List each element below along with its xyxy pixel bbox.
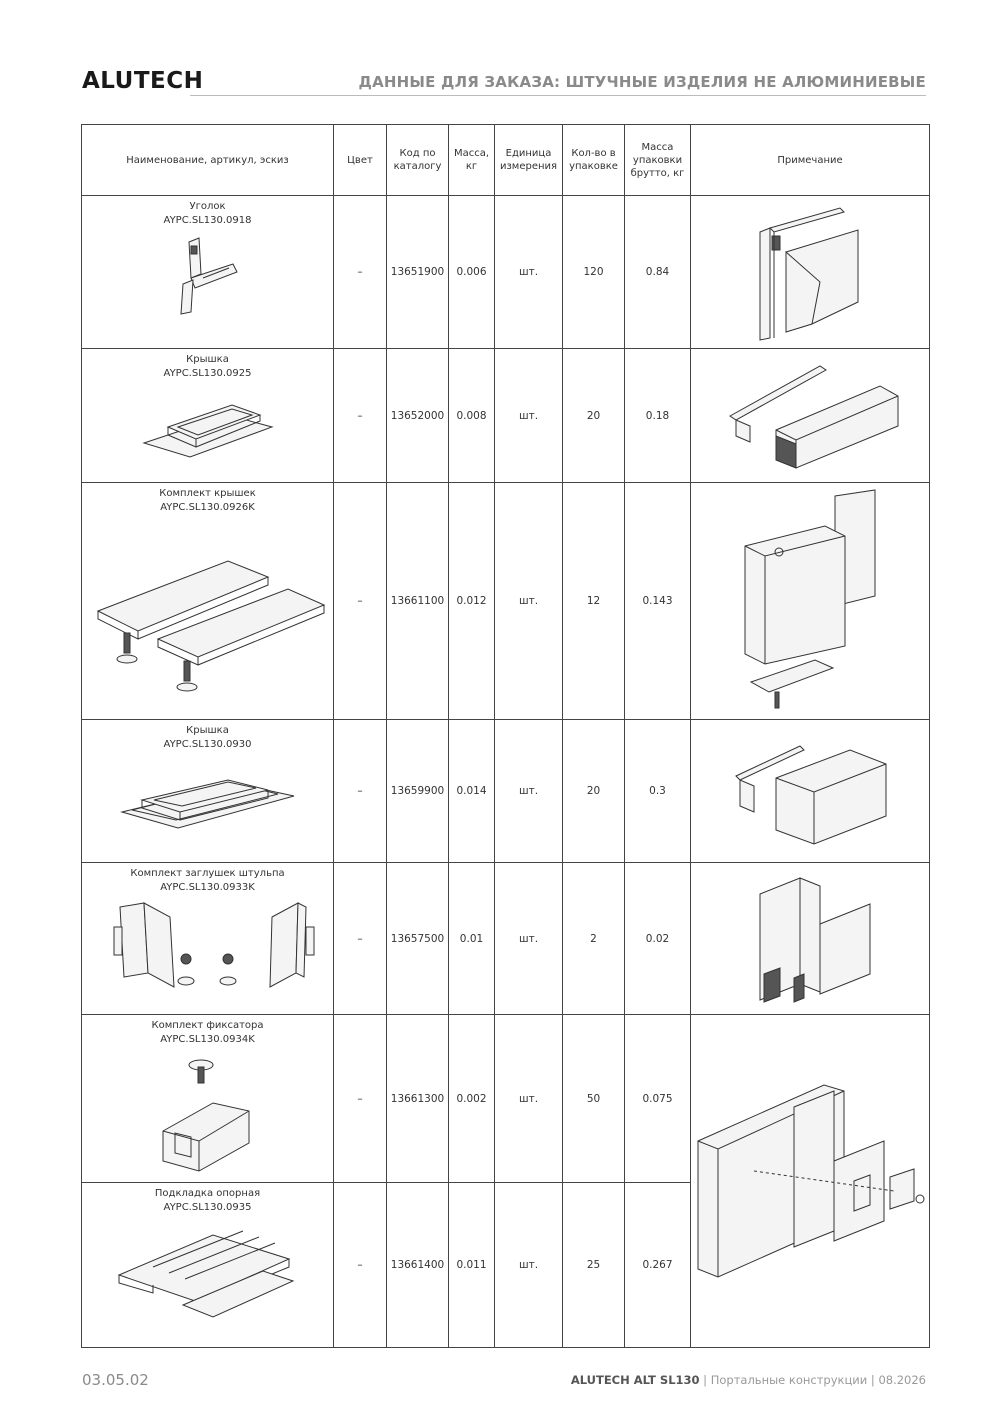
brand-logo: ALUTECH [82,68,204,94]
item-article: AYPC.SL130.0918 [163,215,252,226]
page-number: 03.05.02 [82,1371,149,1389]
unit-cell: шт. [495,483,563,720]
table-header-row [82,125,930,196]
note-cell [691,1015,930,1348]
qty-cell: 2 [563,863,625,1015]
item-article: AYPC.SL130.0930 [163,739,252,750]
note-cell [691,483,930,720]
table-row [82,196,930,349]
gross-cell: 0.84 [625,196,691,349]
latch-set-sketch [153,1053,263,1173]
table-row [82,1015,930,1183]
item-cell [82,483,334,720]
item-article: AYPC.SL130.0934K [160,1034,255,1045]
col-header-qty: Кол-во в упаковке [563,125,625,196]
item-article: AYPC.SL130.0926K [160,502,255,513]
color-cell: – [334,196,387,349]
col-header-unit: Единица измерения [495,125,563,196]
item-cell [82,1015,334,1183]
item-article: AYPC.SL130.0925 [163,368,252,379]
footer-section: | Портальные конструкции | 08.2026 [699,1373,926,1387]
color-cell: – [334,483,387,720]
item-name: Крышка [186,354,229,365]
cover-set-sketch [88,521,328,701]
item-article: AYPC.SL130.0935 [163,1202,252,1213]
footer-product: ALUTECH ALT SL130 [570,1373,700,1387]
qty-cell: 25 [563,1183,625,1348]
mass-cell: 0.002 [449,1015,495,1183]
color-cell: – [334,1183,387,1348]
qty-cell: 20 [563,720,625,863]
note-cell [691,863,930,1015]
col-header-gross: Масса упаковки брутто, кг [625,125,691,196]
code-cell: 13652000 [387,349,449,483]
table-row [82,349,930,483]
unit-cell: шт. [495,720,563,863]
code-cell: 13659900 [387,720,449,863]
mass-cell: 0.006 [449,196,495,349]
unit-cell: шт. [495,1015,563,1183]
cover-set-installation-drawing [725,486,895,716]
gross-cell: 0.18 [625,349,691,483]
code-cell: 13661100 [387,483,449,720]
support-pad-sketch [113,1221,303,1331]
cover-sketch [118,758,298,848]
item-cell [82,863,334,1015]
item-name: Крышка [186,725,229,736]
mass-cell: 0.014 [449,720,495,863]
mass-cell: 0.012 [449,483,495,720]
qty-cell: 20 [563,349,625,483]
color-cell: – [334,720,387,863]
table-row [82,720,930,863]
item-name: Подкладка опорная [154,1188,261,1199]
item-name: Уголок [189,201,226,212]
cover-sketch [138,387,278,467]
unit-cell: шт. [495,349,563,483]
note-cell [691,720,930,863]
col-header-name: Наименование, артикул, эскиз [82,125,334,196]
code-cell: 13657500 [387,863,449,1015]
col-header-color: Цвет [334,125,387,196]
corner-installation-drawing [740,202,880,342]
order-data-table [81,124,930,1348]
item-cell [82,1183,334,1348]
code-cell: 13661400 [387,1183,449,1348]
gross-cell: 0.143 [625,483,691,720]
mass-cell: 0.008 [449,349,495,483]
table-row [82,483,930,720]
cover-installation-drawing [730,736,890,846]
color-cell: – [334,863,387,1015]
note-cell [691,196,930,349]
qty-cell: 120 [563,196,625,349]
code-cell: 13661300 [387,1015,449,1183]
unit-cell: шт. [495,1183,563,1348]
code-cell: 13651900 [387,196,449,349]
table-row [82,863,930,1015]
corner-sketch [163,234,253,324]
item-name: Комплект заглушек штульпа [130,868,285,879]
item-cell [82,720,334,863]
qty-cell: 50 [563,1015,625,1183]
unit-cell: шт. [495,196,563,349]
color-cell: – [334,349,387,483]
qty-cell: 12 [563,483,625,720]
item-name: Комплект фиксатора [151,1020,264,1031]
item-name: Комплект крышек [159,488,256,499]
mullion-cap-set-sketch [98,901,318,1001]
mullion-cap-installation-drawing [740,874,880,1004]
note-cell [691,349,930,483]
latch-and-support-installation-drawing [694,1081,926,1281]
footer-caption [571,1373,926,1387]
gross-cell: 0.267 [625,1183,691,1348]
gross-cell: 0.02 [625,863,691,1015]
page-title: ДАННЫЕ ДЛЯ ЗАКАЗА: ШТУЧНЫЕ ИЗДЕЛИЯ НЕ АЛЮМИНИЕВЫЕ [358,73,926,91]
item-article: AYPC.SL130.0933K [160,882,255,893]
item-cell [82,349,334,483]
color-cell: – [334,1015,387,1183]
unit-cell: шт. [495,863,563,1015]
gross-cell: 0.075 [625,1015,691,1183]
item-cell [82,196,334,349]
cover-installation-drawing [720,356,900,476]
col-header-note: Примечание [691,125,930,196]
col-header-code: Код по каталогу [387,125,449,196]
col-header-mass: Масса, кг [449,125,495,196]
gross-cell: 0.3 [625,720,691,863]
mass-cell: 0.011 [449,1183,495,1348]
mass-cell: 0.01 [449,863,495,1015]
header-divider [190,95,926,96]
